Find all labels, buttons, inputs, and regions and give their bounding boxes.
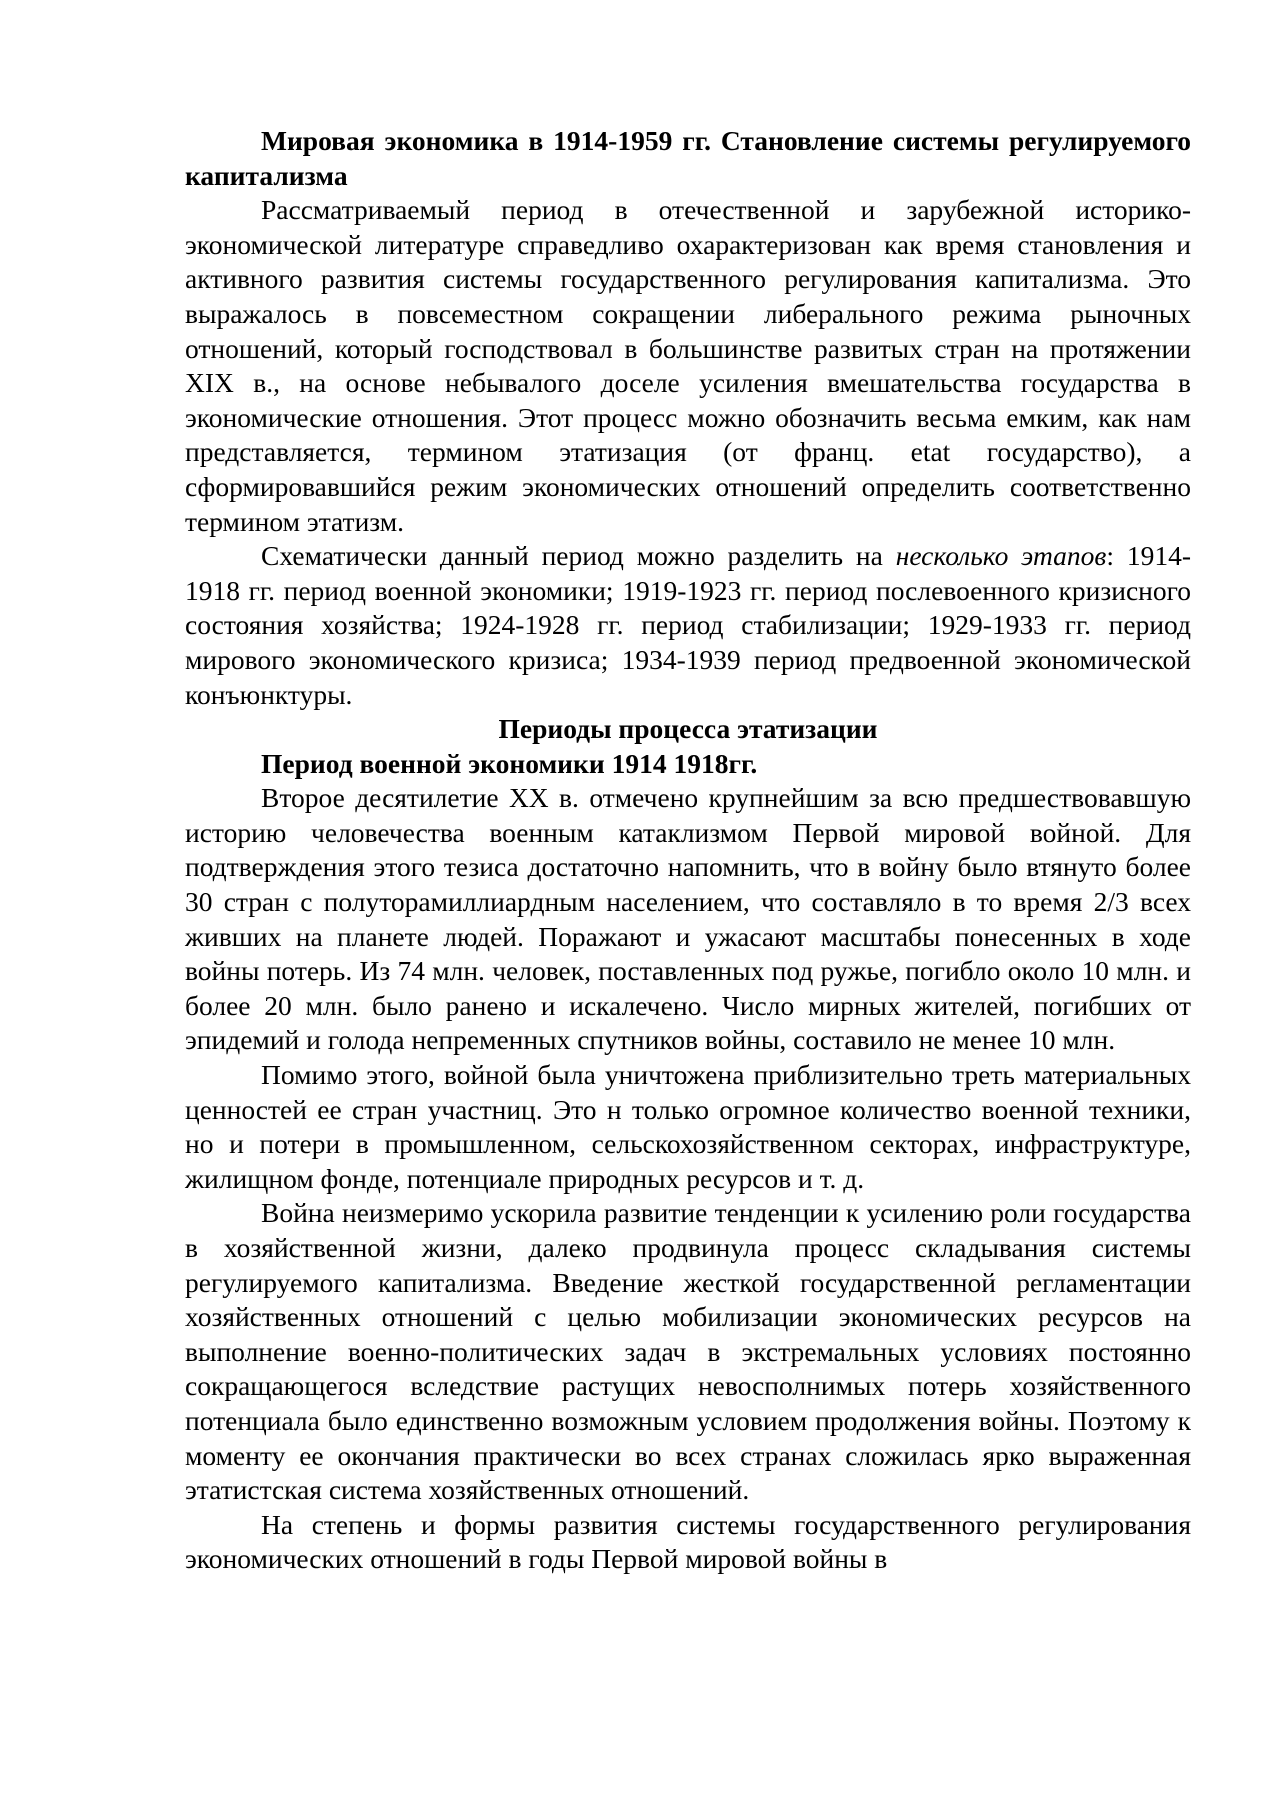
paragraph-losses: Помимо этого, войной была уничтожена приблизительно треть материальных ценностей ее стран участниц. Это н только огромное количество военной техники, но и потери в промышленном, сельскохозяйственном секторах, инфраструктуре, жилищном фонде, потенциале природных ресурсов и т. д. (185, 1059, 1191, 1194)
paragraph-stages (185, 539, 1191, 712)
paragraph-stages-end: : 1914-1918 гг. период военной экономики; 1919-1923 гг. период послевоенного кризисного состояния хозяйства; 1924-1928 гг. период стабилизации; 1929-1933 гг. период мирового экономического кризиса; 1934-1939 период предвоенной экономической конъюнктуры. (185, 540, 1191, 710)
subheading: Период военной экономики 1914 1918гг. (261, 747, 758, 779)
document-page (185, 124, 1191, 1577)
paragraph-war: Второе десятилетие XX в. отмечено крупнейшим за всю предшествовавшую историю человечества военным катаклизмом Первой мировой войной. Для подтверждения этого тезиса достаточно напомнить, что в войну было втянуто более 30 стран с полуторамиллиардным населением, что составляло в то время 2/3 всех живших на планете людей. Поражают и ужасают масштабы понесенных в ходе войны потерь. Из 74 млн. человек, поставленных под ружье, погибло около 10 млн. и более 20 млн. было ранено и искалечено. Число мирных жителей, погибших от эпидемий и голода непременных спутников войны, составило не менее 10 млн. (185, 782, 1191, 1056)
paragraph-stages-italic: несколько этапов (895, 540, 1107, 572)
paragraph-state-role: Война неизмеримо ускорила развитие тенденции к усилению роли государства в хозяйственной жизни, далеко продвинула процесс складывания системы регулируемого капитализма. Введение жесткой государственной регламентации хозяйственных отношений с целью мобилизации экономических ресурсов на выполнение военно-политических задач в экстремальных условиях постоянно сокращающегося вследствие растущих невосполнимых потерь хозяйственного потенциала было единственно возможным условием продолжения войны. Поэтому к моменту ее окончания практически во всех странах сложилась ярко выраженная этатистская система хозяйственных отношений. (185, 1197, 1191, 1506)
paragraph-forms: На степень и формы развития системы государственного регулирования экономических отношений в годы Первой мировой войны в (185, 1508, 1191, 1575)
document-title: Мировая экономика в 1914-1959 гг. Становление системы регулируемого капитализма (185, 125, 1191, 191)
paragraph-stages-start: Схематически данный период можно разделить на (261, 540, 896, 572)
paragraph-intro: Рассматриваемый период в отечественной и зарубежной историко-экономической литературе справедливо охарактеризован как время становления и активного развития системы государственного регулирования капитализма. Это выражалось в повсеместном сокращении либерального режима рыночных отношений, который господствовал в большинстве развитых стран на протяжении XIX в., на основе небывалого доселе усиления вмешательства государства в экономические отношения. Этот процесс можно обозначить весьма емким, как нам представляется, термином этатизация (от франц. etat государство), а сформировавшийся режим экономических отношений определить соответственно термином этатизм. (185, 194, 1191, 537)
section-heading: Периоды процесса этатизации (498, 713, 878, 745)
